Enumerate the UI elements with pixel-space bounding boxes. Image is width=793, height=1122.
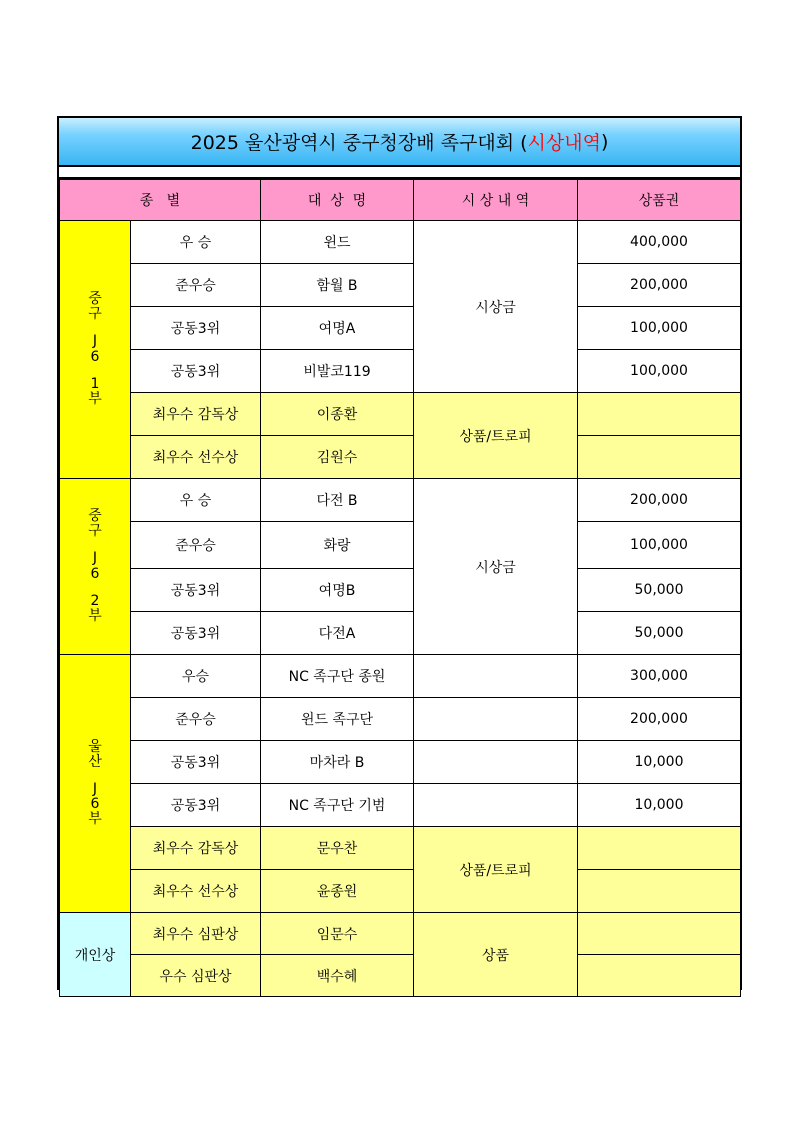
award-cell: 시상금 (414, 479, 578, 655)
prize-cell (578, 827, 741, 870)
prize-cell: 50,000 (578, 569, 741, 612)
name-cell: 윈드 (261, 221, 414, 264)
prize-cell: 100,000 (578, 350, 741, 393)
table-row (60, 741, 741, 784)
page-title (59, 118, 740, 167)
group-label-jg2: 중 구 J 6 2 부 (60, 479, 131, 655)
title-spacer (59, 167, 740, 179)
place-cell: 준우승 (131, 522, 261, 569)
prize-cell: 200,000 (578, 479, 741, 522)
name-cell: 화랑 (261, 522, 414, 569)
name-cell: 마차라 B (261, 741, 414, 784)
prize-cell (578, 955, 741, 997)
prize-cell: 200,000 (578, 264, 741, 307)
place-cell: 최우수 심판상 (131, 913, 261, 955)
table-row (60, 393, 741, 436)
award-cell (414, 784, 578, 827)
table-row (60, 870, 741, 913)
table-row (60, 350, 741, 393)
place-cell: 최우수 감독상 (131, 393, 261, 436)
table-row (60, 479, 741, 522)
table-row (60, 221, 741, 264)
group-label-individual: 개인상 (60, 913, 131, 997)
award-cell: 상품 (414, 913, 578, 997)
name-cell: 윤종원 (261, 870, 414, 913)
table-header-row (60, 180, 741, 221)
table-row (60, 436, 741, 479)
header-division: 종 별 (60, 180, 261, 221)
table-row (60, 913, 741, 955)
place-cell: 공동3위 (131, 307, 261, 350)
table-row (60, 784, 741, 827)
prize-cell: 50,000 (578, 612, 741, 655)
name-cell: 비발코119 (261, 350, 414, 393)
prize-cell: 300,000 (578, 655, 741, 698)
place-cell: 공동3위 (131, 612, 261, 655)
prize-cell (578, 436, 741, 479)
award-cell (414, 741, 578, 784)
table-row (60, 827, 741, 870)
place-cell: 우 승 (131, 221, 261, 264)
title-close: ) (600, 130, 609, 153)
place-cell: 최우수 선수상 (131, 870, 261, 913)
prize-cell (578, 870, 741, 913)
prize-cell: 10,000 (578, 741, 741, 784)
place-cell: 준우승 (131, 264, 261, 307)
award-cell: 상품/트로피 (414, 827, 578, 913)
name-cell: 이종환 (261, 393, 414, 436)
name-cell: 다전A (261, 612, 414, 655)
group-label-ulsan: 울 산 J 6 부 (60, 655, 131, 913)
award-cell (414, 655, 578, 698)
award-cell: 시상금 (414, 221, 578, 393)
name-cell: 함월 B (261, 264, 414, 307)
name-cell: 여명B (261, 569, 414, 612)
prize-cell: 10,000 (578, 784, 741, 827)
table-row (60, 612, 741, 655)
name-cell: 윈드 족구단 (261, 698, 414, 741)
place-cell: 우수 심판상 (131, 955, 261, 997)
place-cell: 최우수 감독상 (131, 827, 261, 870)
name-cell: 임문수 (261, 913, 414, 955)
place-cell: 공동3위 (131, 350, 261, 393)
name-cell: NC 족구단 종원 (261, 655, 414, 698)
table-row (60, 307, 741, 350)
name-cell: NC 족구단 기범 (261, 784, 414, 827)
header-prize: 상품권 (578, 180, 741, 221)
place-cell: 최우수 선수상 (131, 436, 261, 479)
table-row (60, 264, 741, 307)
award-table (59, 179, 741, 997)
name-cell: 여명A (261, 307, 414, 350)
header-recipient: 대 상 명 (261, 180, 414, 221)
place-cell: 공동3위 (131, 784, 261, 827)
prize-cell: 100,000 (578, 522, 741, 569)
award-document (57, 116, 742, 990)
group-label-jg1: 중 구 J 6 1 부 (60, 221, 131, 479)
title-main: 2025 울산광역시 중구청장배 족구대회 ( (190, 132, 528, 154)
table-row (60, 955, 741, 997)
place-cell: 준우승 (131, 698, 261, 741)
prize-cell: 100,000 (578, 307, 741, 350)
place-cell: 우 승 (131, 479, 261, 522)
title-highlight: 시상내역 (527, 132, 601, 154)
prize-cell: 200,000 (578, 698, 741, 741)
award-cell (414, 698, 578, 741)
name-cell: 백수혜 (261, 955, 414, 997)
header-award: 시 상 내 역 (414, 180, 578, 221)
name-cell: 문우찬 (261, 827, 414, 870)
place-cell: 우승 (131, 655, 261, 698)
table-row (60, 569, 741, 612)
table-row (60, 698, 741, 741)
prize-cell (578, 913, 741, 955)
table-row (60, 655, 741, 698)
place-cell: 공동3위 (131, 569, 261, 612)
name-cell: 다전 B (261, 479, 414, 522)
award-cell: 상품/트로피 (414, 393, 578, 479)
prize-cell: 400,000 (578, 221, 741, 264)
table-row (60, 522, 741, 569)
place-cell: 공동3위 (131, 741, 261, 784)
name-cell: 김원수 (261, 436, 414, 479)
prize-cell (578, 393, 741, 436)
